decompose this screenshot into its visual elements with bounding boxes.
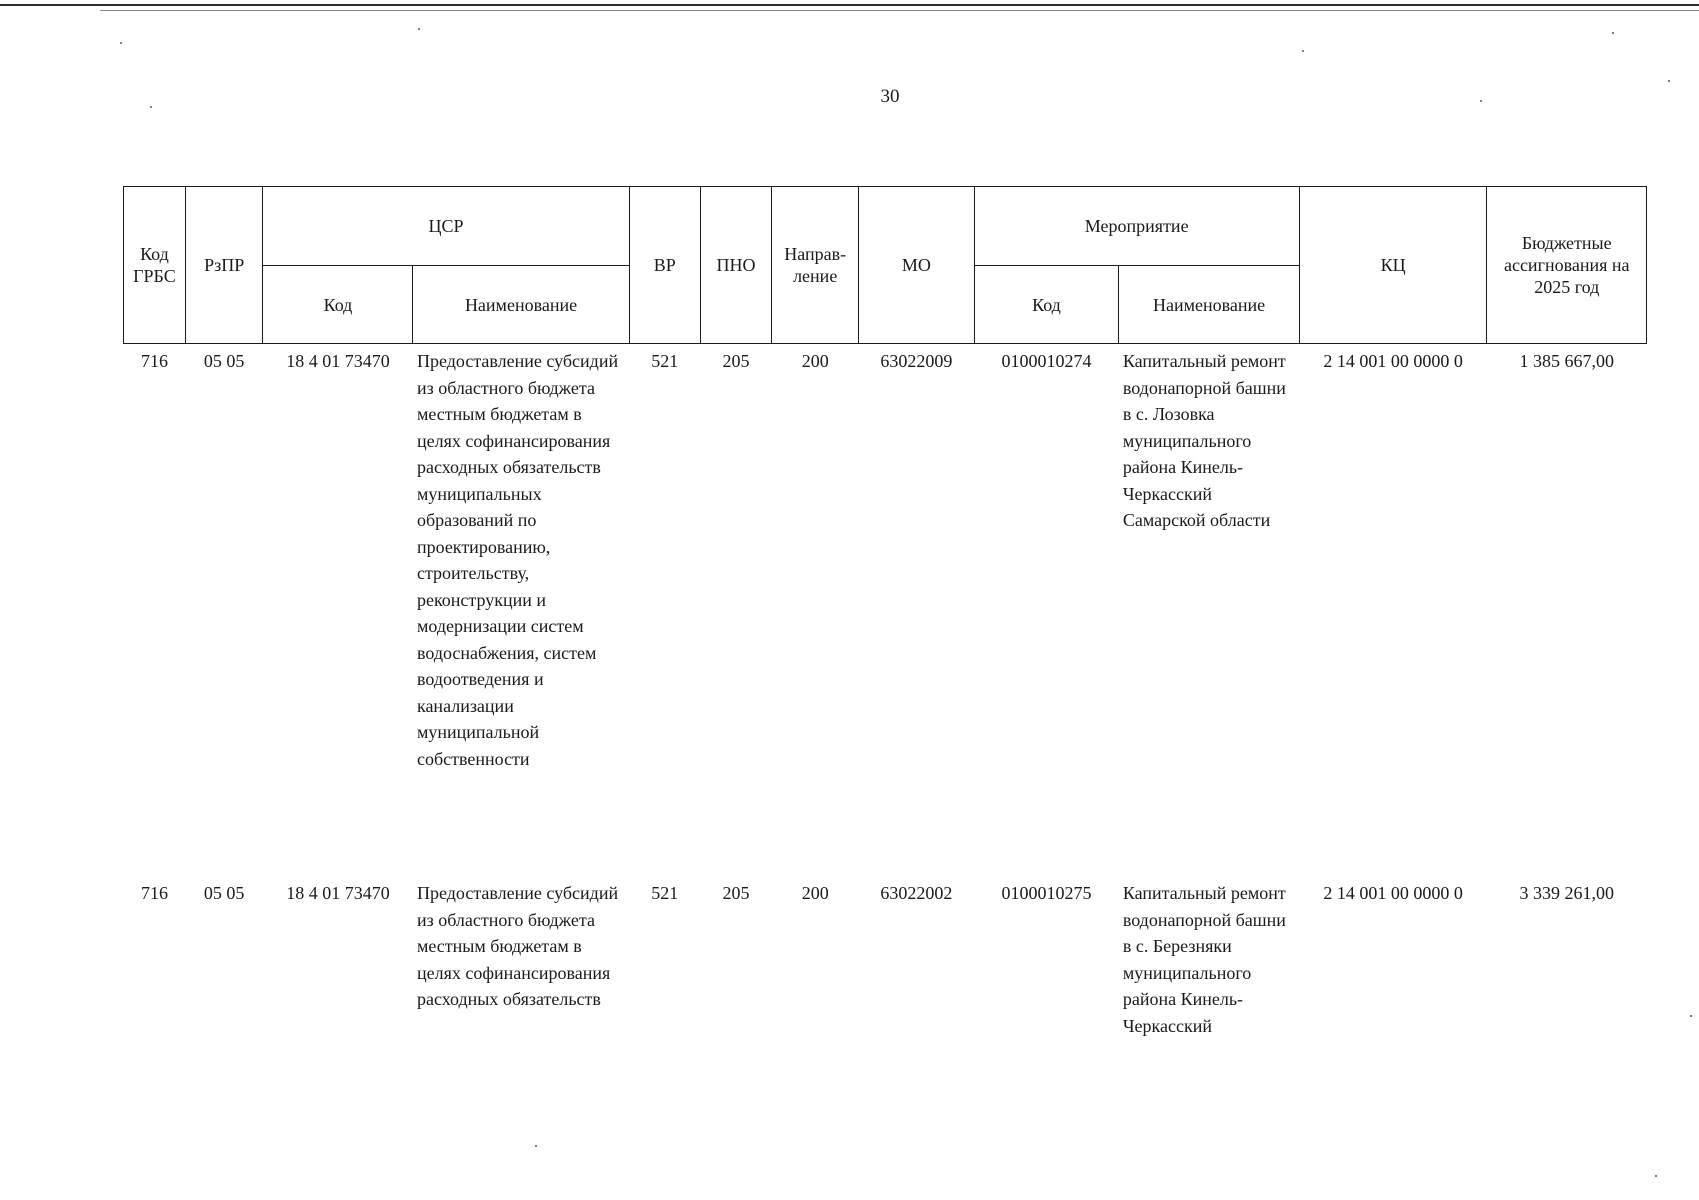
cell-grbs: 716 bbox=[140, 883, 168, 903]
table-row bbox=[124, 344, 1647, 875]
header-csr: ЦСР bbox=[263, 187, 629, 266]
scan-speck bbox=[1655, 1175, 1657, 1177]
scan-border-line bbox=[0, 4, 1699, 6]
scan-speck bbox=[535, 1145, 537, 1147]
header-meropr-kod: Код bbox=[974, 266, 1119, 344]
header-kod-grbs: Код ГРБС bbox=[124, 187, 186, 344]
cell-grbs: 716 bbox=[140, 351, 168, 371]
cell-rzpr: 05 05 bbox=[203, 351, 245, 371]
cell-csr-kod: 18 4 01 73470 bbox=[286, 883, 390, 903]
cell-kc: 2 14 001 00 0000 0 bbox=[1323, 883, 1463, 903]
cell-meropr-name: Капитальный ремонт водонапорной башни в с. Березняки муниципального района Кинель-Черкасский bbox=[1122, 883, 1286, 1036]
header-csr-kod: Код bbox=[263, 266, 413, 344]
cell-vr: 521 bbox=[651, 351, 679, 371]
cell-amount: 3 339 261,00 bbox=[1519, 883, 1614, 903]
scan-speck bbox=[1690, 1015, 1692, 1017]
header-rzpr: РзПР bbox=[185, 187, 263, 344]
cell-csr-name: Предоставление субсидий из областного бюджета местным бюджетам в целях софинансирования расходных обязательств bbox=[416, 883, 619, 1009]
cell-mo: 63022009 bbox=[880, 351, 953, 371]
cell-mo: 63022002 bbox=[880, 883, 953, 903]
scan-speck bbox=[120, 42, 122, 44]
budget-table bbox=[123, 186, 1647, 1039]
cell-csr-name: Предоставление субсидий из областного бюджета местным бюджетам в целях софинансирования расходных обязательств муниципальных образований по проектированию, строительству, реконструкции и модернизации систем водоснабжения, систем водоотведения и канализации муниципальной собственности bbox=[416, 351, 619, 769]
cell-pno: 205 bbox=[722, 883, 750, 903]
scan-speck bbox=[1480, 100, 1482, 102]
cell-pno: 205 bbox=[722, 351, 750, 371]
cell-rzpr: 05 05 bbox=[203, 883, 245, 903]
scan-speck bbox=[1302, 50, 1304, 52]
scan-border-line-thin bbox=[100, 10, 1699, 11]
header-csr-name: Наименование bbox=[413, 266, 629, 344]
cell-napr: 200 bbox=[801, 883, 829, 903]
header-vr: ВР bbox=[629, 187, 700, 344]
header-pno: ПНО bbox=[700, 187, 771, 344]
header-kc: КЦ bbox=[1299, 187, 1487, 344]
scan-speck bbox=[418, 28, 420, 30]
header-napr: Направ-ление bbox=[772, 187, 859, 344]
cell-meropr-kod: 0100010275 bbox=[1001, 883, 1092, 903]
scan-speck bbox=[1668, 80, 1670, 82]
cell-amount: 1 385 667,00 bbox=[1519, 351, 1614, 371]
cell-kc: 2 14 001 00 0000 0 bbox=[1323, 351, 1463, 371]
cell-napr: 200 bbox=[801, 351, 829, 371]
cell-csr-kod: 18 4 01 73470 bbox=[286, 351, 390, 371]
header-budget-2025: Бюджетные ассигнования на 2025 год bbox=[1487, 187, 1647, 344]
cell-meropr-name: Капитальный ремонт водонапорной башни в с. Лозовка муниципального района Кинель-Черкасский Самарской области bbox=[1122, 351, 1286, 530]
header-meropr-name: Наименование bbox=[1119, 266, 1299, 344]
page-number: 30 bbox=[880, 86, 900, 107]
scan-speck bbox=[150, 106, 152, 108]
cell-vr: 521 bbox=[651, 883, 679, 903]
cell-meropr-kod: 0100010274 bbox=[1001, 351, 1092, 371]
header-mo: МО bbox=[859, 187, 974, 344]
scan-speck bbox=[1612, 32, 1614, 34]
header-meropriyatie: Мероприятие bbox=[974, 187, 1299, 266]
table-row bbox=[124, 874, 1647, 1039]
